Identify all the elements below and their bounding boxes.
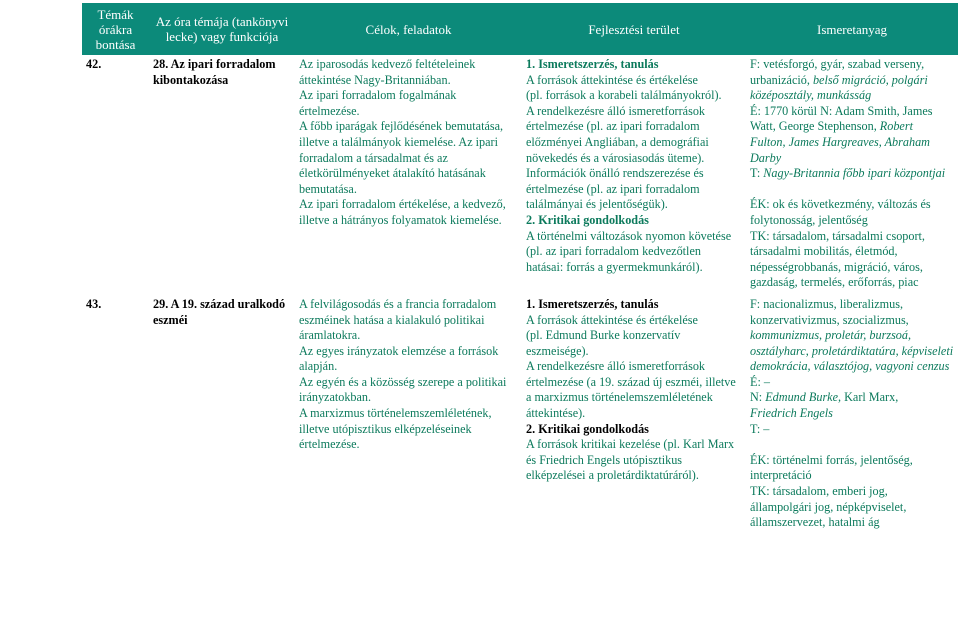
- development-line: értelmezése (pl. az ipari forradalom: [526, 119, 700, 134]
- knowledge-line: [750, 151, 954, 167]
- header-goals: Célok, feladatok: [295, 3, 522, 55]
- knowledge-line: [750, 500, 954, 516]
- knowledge-line: [750, 422, 954, 438]
- goal-line: A főbb iparágak fejlődésének bemutatása,: [299, 119, 504, 134]
- development-cell: [522, 55, 746, 291]
- development-line: hatásai: forrás a gyermekmunkáról).: [526, 259, 703, 274]
- development-line: A történelmi változások nyomon követése: [526, 228, 732, 243]
- table-row: [82, 55, 958, 291]
- knowledge-line: [750, 390, 954, 406]
- knowledge-fragment: T:: [750, 166, 764, 181]
- topic-line: kibontakozása: [153, 72, 229, 87]
- knowledge-line: [750, 375, 954, 391]
- knowledge-line: [750, 119, 954, 135]
- topic-line: 28. Az ipari forradalom: [153, 57, 276, 71]
- knowledge-fragment: népességrobbanás, migráció, város,: [750, 259, 923, 274]
- knowledge-line: [750, 229, 954, 245]
- knowledge-line: [750, 73, 954, 89]
- development-line: A rendelkezésre álló ismeretforrások: [526, 359, 706, 374]
- development-line: A rendelkezésre álló ismeretforrások: [526, 103, 706, 118]
- knowledge-line: [750, 275, 954, 291]
- knowledge-line: [750, 260, 954, 276]
- topic-line: eszméi: [153, 312, 188, 327]
- page-number: 17: [32, 528, 77, 572]
- knowledge-fragment: N:: [750, 390, 766, 405]
- knowledge-fragment: demokrácia, választójog, vagyoni cenzus: [750, 359, 950, 374]
- development-line: eszmeisége).: [526, 343, 589, 358]
- knowledge-fragment: Darby: [750, 150, 782, 165]
- knowledge-fragment: konzervativizmus, szocializmus,: [750, 312, 909, 327]
- development-line: növekedés és a városiasodás üteme).: [526, 150, 705, 165]
- knowledge-line: [750, 453, 954, 469]
- lesson-topic: [149, 55, 295, 291]
- knowledge-line: [750, 344, 954, 360]
- header-row: [82, 3, 958, 55]
- development-line: A források kritikai kezelése (pl. Karl Marx: [526, 437, 735, 452]
- development-line: A források áttekintése és értékelése: [526, 72, 698, 87]
- goals-cell: [295, 291, 522, 531]
- knowledge-fragment: urbanizáció,: [750, 72, 813, 87]
- knowledge-fragment: interpretáció: [750, 468, 812, 483]
- development-line: értelmezése (pl. az ipari forradalom: [526, 181, 700, 196]
- knowledge-line: [750, 437, 954, 453]
- development-line: előzményei Angliában, a demográfiai: [526, 134, 709, 149]
- curriculum-table: [82, 3, 958, 531]
- goal-line: illetve a találmányok kiemelése. Az ipari: [299, 134, 498, 149]
- knowledge-fragment: Nagy-Britannia főbb ipari központjai: [763, 166, 946, 181]
- header-development-area: Fejlesztési terület: [522, 3, 746, 55]
- lesson-number: 42.: [86, 57, 102, 71]
- goal-line: A marxizmus történelemszemléletének,: [299, 406, 492, 421]
- knowledge-line: [750, 135, 954, 151]
- header-lesson-topic: Az óra témája (tankönyvi lecke) vagy funkciója: [149, 3, 295, 55]
- knowledge-fragment: Karl Marx,: [841, 390, 899, 405]
- goal-line: Az ipari forradalom értékelése, a kedvező,: [299, 197, 506, 212]
- knowledge-fragment: Fulton, James Hargreaves, Abraham: [750, 134, 930, 149]
- development-line: A források áttekintése és értékelése: [526, 312, 698, 327]
- development-cell: [522, 291, 746, 531]
- knowledge-fragment: belső migráció, polgári: [812, 72, 928, 87]
- knowledge-line: [750, 515, 954, 531]
- goal-line: Az ipari forradalom fogalmának: [299, 88, 457, 103]
- development-line: értelmezése (a 19. század új eszméi, illetve: [526, 374, 736, 389]
- lesson-topic: [149, 291, 295, 531]
- goal-line: értelmezése.: [299, 437, 360, 452]
- knowledge-line: [750, 88, 954, 104]
- knowledge-line: [750, 406, 954, 422]
- header-lesson-count: Témák órákra bontása: [82, 3, 149, 55]
- knowledge-line: [750, 57, 954, 73]
- goal-line: Az egyes irányzatok elemzése a források: [299, 343, 499, 358]
- knowledge-cell: [746, 55, 958, 291]
- development-line: elképzelései a proletárdiktatúráról).: [526, 468, 699, 483]
- knowledge-fragment: F: nacionalizmus, liberalizmus,: [750, 296, 903, 311]
- knowledge-fragment: É: 1770 körül N: Adam Smith, James: [750, 103, 933, 118]
- development-line: (pl. Edmund Burke konzervatív: [526, 328, 681, 343]
- goal-line: Az iparosodás kedvező feltételeinek: [299, 57, 476, 71]
- knowledge-fragment: középosztály, munkásság: [750, 88, 872, 103]
- goal-line: bemutatása.: [299, 181, 357, 196]
- knowledge-fragment: folytonosság, jelentőség: [750, 212, 868, 227]
- knowledge-fragment: É: –: [750, 374, 770, 389]
- knowledge-fragment: ÉK: történelmi forrás, jelentőség,: [750, 452, 913, 467]
- development-line: (pl. az ipari forradalom kedvezőtlen: [526, 244, 701, 259]
- knowledge-fragment: államszervezet, hatalmi ág: [750, 515, 880, 530]
- goal-line: áttekintése Nagy-Britanniában.: [299, 72, 451, 87]
- knowledge-line: [750, 359, 954, 375]
- goal-line: illetve utópisztikus elképzeléseinek: [299, 421, 472, 436]
- knowledge-fragment: állampolgári jog, népképviselet,: [750, 499, 907, 514]
- knowledge-fragment: F: vetésforgó, gyár, szabad verseny,: [750, 57, 925, 71]
- knowledge-line: [750, 166, 954, 182]
- development-line: (pl. források a korabeli találmányokról).: [526, 88, 722, 103]
- knowledge-line: [750, 182, 954, 198]
- goal-line: irányzatokban.: [299, 390, 372, 405]
- goal-line: eszméinek hatása a kialakuló politikai: [299, 312, 485, 327]
- development-line: 1. Ismeretszerzés, tanulás: [526, 296, 659, 311]
- table-row: [82, 291, 958, 531]
- goal-line: A felvilágosodás és a francia forradalom: [299, 296, 497, 311]
- knowledge-line: [750, 297, 954, 313]
- knowledge-fragment: gazdaság, termelés, erőforrás, piac: [750, 275, 919, 290]
- knowledge-fragment: TK: társadalom, emberi jog,: [750, 484, 888, 499]
- knowledge-fragment: Robert: [879, 119, 913, 134]
- knowledge-fragment: ÉK: ok és következmény, változás és: [750, 197, 931, 212]
- goal-line: értelmezése.: [299, 103, 360, 118]
- knowledge-line: [750, 313, 954, 329]
- development-line: a marxizmus történelemszemléletének: [526, 390, 713, 405]
- knowledge-fragment: TK: társadalom, társadalmi csoport,: [750, 228, 925, 243]
- development-line: és Friedrich Engels utópisztikus: [526, 452, 683, 467]
- knowledge-fragment: Friedrich Engels: [750, 406, 833, 421]
- knowledge-fragment: társadalmi mobilitás, életmód,: [750, 244, 898, 259]
- goals-cell: [295, 55, 522, 291]
- header-knowledge: Ismeretanyag: [746, 3, 958, 55]
- development-line: Információk önálló rendszerezése és: [526, 166, 704, 181]
- topic-line: 29. A 19. század uralkodó: [153, 296, 286, 311]
- development-line: 2. Kritikai gondolkodás: [526, 421, 649, 436]
- development-line: 1. Ismeretszerzés, tanulás: [526, 57, 659, 71]
- knowledge-line: [750, 484, 954, 500]
- knowledge-fragment: Edmund Burke,: [765, 390, 842, 405]
- goal-line: forradalom a társadalmat és az: [299, 150, 448, 165]
- goal-line: alapján.: [299, 359, 338, 374]
- knowledge-line: [750, 468, 954, 484]
- goal-line: életkörülményeket átalakító hatásának: [299, 166, 486, 181]
- lesson-number: 43.: [86, 296, 102, 311]
- knowledge-line: [750, 328, 954, 344]
- development-line: találmányai és jelentőségük).: [526, 197, 668, 212]
- knowledge-fragment: kommunizmus, proletár, burzsoá,: [750, 328, 912, 343]
- development-line: áttekintése).: [526, 406, 586, 421]
- knowledge-cell: [746, 291, 958, 531]
- development-line: 2. Kritikai gondolkodás: [526, 212, 649, 227]
- knowledge-fragment: T: –: [750, 421, 770, 436]
- goal-line: áramlatokra.: [299, 328, 361, 343]
- knowledge-line: [750, 104, 954, 120]
- knowledge-line: [750, 197, 954, 213]
- knowledge-fragment: Watt, George Stephenson,: [750, 119, 880, 134]
- goal-line: Az egyén és a közösség szerepe a politikai: [299, 374, 507, 389]
- goal-line: illetve a hátrányos folyamatok kiemelése.: [299, 212, 502, 227]
- knowledge-fragment: osztályharc, proletárdiktatúra, képviseleti: [750, 343, 954, 358]
- knowledge-line: [750, 213, 954, 229]
- knowledge-line: [750, 244, 954, 260]
